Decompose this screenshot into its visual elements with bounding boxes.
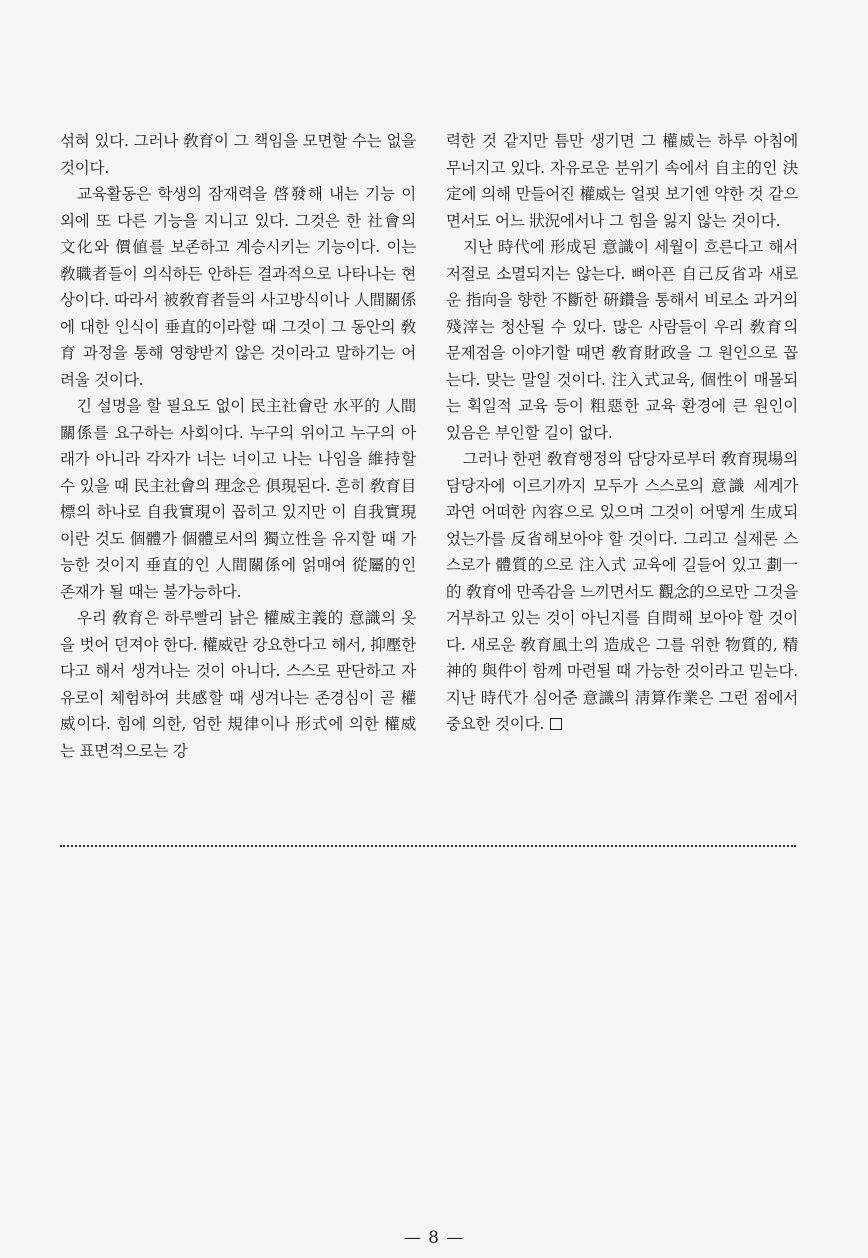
paragraph: 교육활동은 학생의 잠재력을 啓發해 내는 기능 이외에 또 다른 기능을 지니고 있다. 그것은 한 社會의 文化와 價値를 보존하고 계승시키는 기능이다. 이는 敎職者들이 의식하든 안하든 결과적으로 나타나는 현상이다. 따라서 被敎育者들의 사고방식이나 人間關係에 대한 인식이 垂直的이라할 때 그것이 그 동안의 敎育 과정을 통해 영향받지 않은 것이라고 말하기는 어려울 것이다. [60,185,416,389]
paragraph: 우리 敎育은 하루빨리 낡은 權威主義的 意識의 옷을 벗어 던져야 한다. 權威란 강요한다고 해서, 抑壓한다고 해서 생겨나는 것이 아니다. 스스로 판단하고 자유로이 체험하여 共感할 때 생겨나는 존경심이 곧 權威이다. 힘에 의한, 엄한 規律이나 形式에 의한 權威는 표면적으로는 강 [60,609,416,760]
paragraph: 그러나 한편 敎育행정의 담당자로부터 敎育現場의 담당자에 이르기까지 모두가 스스로의 意識 세계가 과연 어떠한 內容으로 있으며 그것이 어떻게 生成되었는가를 反省해보아야 할 것이다. 그리고 실제론 스스로가 體質的으로 注入式 교육에 길들어 있고 劃一的 敎育에 만족감을 느끼면서도 觀念的으로만 그것을 거부하고 있는 것이 아닌지를 自問해 보아야 할 것이다. 새로운 敎育風土의 造成은 그를 위한 物質的, 精神的 與件이 함께 마련될 때 가능한 것이라고 믿는다. 지난 時代가 심어준 意識의 淸算作業은 그런 점에서 중요한 것이다. [446,450,798,733]
right-text-column [446,128,798,738]
paragraph: 섞혀 있다. 그러나 敎育이 그 책임을 모면할 수는 없을 것이다. [60,132,416,177]
paragraph: 력한 것 같지만 틈만 생기면 그 權威는 하루 아침에 무너지고 있다. 자유로운 분위기 속에서 自主的인 決定에 의해 만들어진 權威는 얼핏 보기엔 약한 것 같으면서도 어느 狀況에서나 그 힘을 잃지 않는 것이다. [446,132,798,230]
paragraph: 긴 설명을 할 필요도 없이 民主社會란 水平的 人間關係를 요구하는 사회이다. 누구의 위이고 누구의 아래가 아니라 각자가 너는 너이고 나는 나임을 維持할 수 있을 때 民主社會의 理念은 俱現된다. 흔히 敎育目標의 하나로 自我實現이 꼽히고 있지만 이 自我實現이란 것도 個體가 個體로서의 獨立性을 유지할 때 가능한 것이지 垂直的인 人間關係에 얽매여 從屬的인 존재가 될 때는 불가능하다. [60,397,416,601]
end-square-icon [550,718,562,730]
section-divider-rule [60,845,796,847]
page-number: — 8 — [403,1228,465,1248]
left-text-column [60,128,416,764]
paragraph: 지난 時代에 形成된 意識이 세월이 흐른다고 해서 저절로 소멸되지는 않는다. 뼈아픈 自己反省과 새로운 指向을 향한 不斷한 硏鑽을 통해서 비로소 과거의 殘滓는 청산될 수 있다. 많은 사람들이 우리 敎育의 문제점을 이야기할 때면 敎育財政을 그 원인으로 꼽는다. 맞는 말일 것이다. 注入式교육, 個性이 매몰되는 획일적 교육 등이 粗惡한 교육 환경에 큰 원인이 있음은 부인할 길이 없다. [446,238,798,442]
